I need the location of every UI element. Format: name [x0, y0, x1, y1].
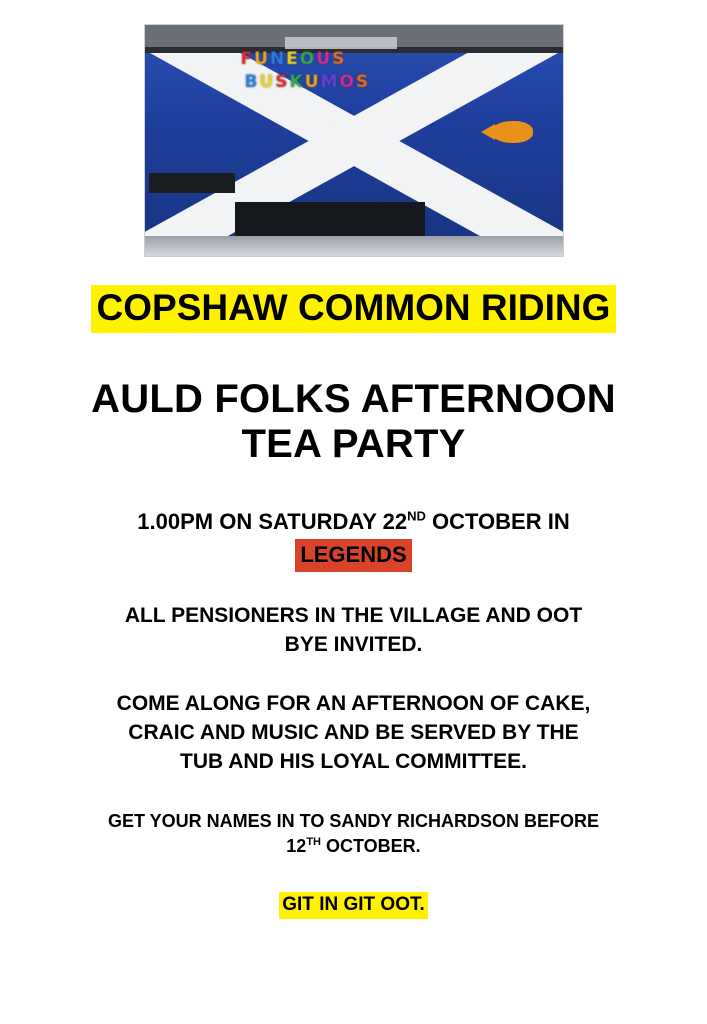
- bunting-letter: U: [316, 49, 331, 69]
- invite-line-2: BYE INVITED.: [284, 632, 423, 656]
- bunting-letter: U: [304, 72, 319, 92]
- photo-bottom-strip: [145, 236, 563, 256]
- invite-line-1: ALL PENSIONERS IN THE VILLAGE AND OOT: [124, 603, 583, 627]
- photo-dark-shape-bottom: [235, 202, 425, 238]
- flag-photo-frame: [144, 24, 564, 257]
- event-datetime-line: [34, 507, 674, 537]
- rsvp-date-prefix: 12: [286, 835, 307, 856]
- bunting-letter: U: [259, 72, 274, 92]
- bunting-letter: O: [339, 72, 354, 92]
- rsvp-line-1: GET YOUR NAMES IN TO SANDY RICHARDSON BEFORE: [107, 810, 600, 831]
- event-datetime-prefix: 1.00PM ON SATURDAY 22: [137, 508, 408, 534]
- rsvp-paragraph: [34, 809, 674, 859]
- bunting-letter: S: [355, 72, 369, 92]
- bunting-letter: F: [240, 49, 253, 69]
- headline-line-1: AULD FOLKS AFTERNOON: [91, 376, 616, 421]
- event-venue: LEGENDS: [295, 539, 411, 572]
- event-datetime-suffix: OCTOBER IN: [425, 508, 570, 534]
- bunting-letter: S: [332, 49, 345, 69]
- poster-title: [48, 285, 660, 333]
- body-paragraph: [44, 690, 664, 777]
- photo-dark-shape-left: [149, 173, 235, 193]
- bunting-letter: S: [275, 72, 288, 92]
- rsvp-date-ordinal: TH: [306, 835, 321, 848]
- body-line-3: TUB AND HIS LOYAL COMMITTEE.: [180, 749, 527, 773]
- bunting-letter: K: [289, 72, 303, 92]
- poster-headline: [34, 377, 674, 467]
- bunting-letter: U: [254, 49, 268, 69]
- rsvp-date-suffix: OCTOBER.: [321, 835, 421, 856]
- bunting-letter: E: [286, 49, 298, 69]
- rsvp-line-2: [34, 834, 674, 859]
- closing-text: GIT IN GIT OOT.: [279, 892, 428, 919]
- poster-title-text: COPSHAW COMMON RIDING: [91, 285, 617, 333]
- event-date-ordinal: ND: [407, 508, 426, 524]
- fish-body: [491, 121, 533, 143]
- flag-photo: [144, 24, 564, 257]
- poster: [0, 24, 707, 1024]
- bunting-letter: B: [244, 72, 258, 92]
- body-line-1: COME ALONG FOR AN AFTERNOON OF CAKE,: [116, 691, 591, 715]
- invite-paragraph: [44, 602, 664, 660]
- bunting-letter: O: [299, 49, 315, 69]
- event-venue-line: [34, 536, 674, 572]
- closing-line: [34, 892, 674, 919]
- event-when: [34, 507, 674, 572]
- bunting-row-2: [245, 74, 431, 91]
- bunting-letters: [241, 51, 431, 117]
- headline-line-2: TEA PARTY: [241, 421, 466, 466]
- body-line-2: CRAIC AND MUSIC AND BE SERVED BY THE: [128, 720, 579, 744]
- bunting-row-1: [241, 51, 431, 68]
- fish-icon: [481, 121, 535, 143]
- bunting-letter: M: [320, 72, 338, 92]
- bunting-letter: N: [269, 49, 285, 69]
- bunting-banner-strip: [285, 37, 397, 49]
